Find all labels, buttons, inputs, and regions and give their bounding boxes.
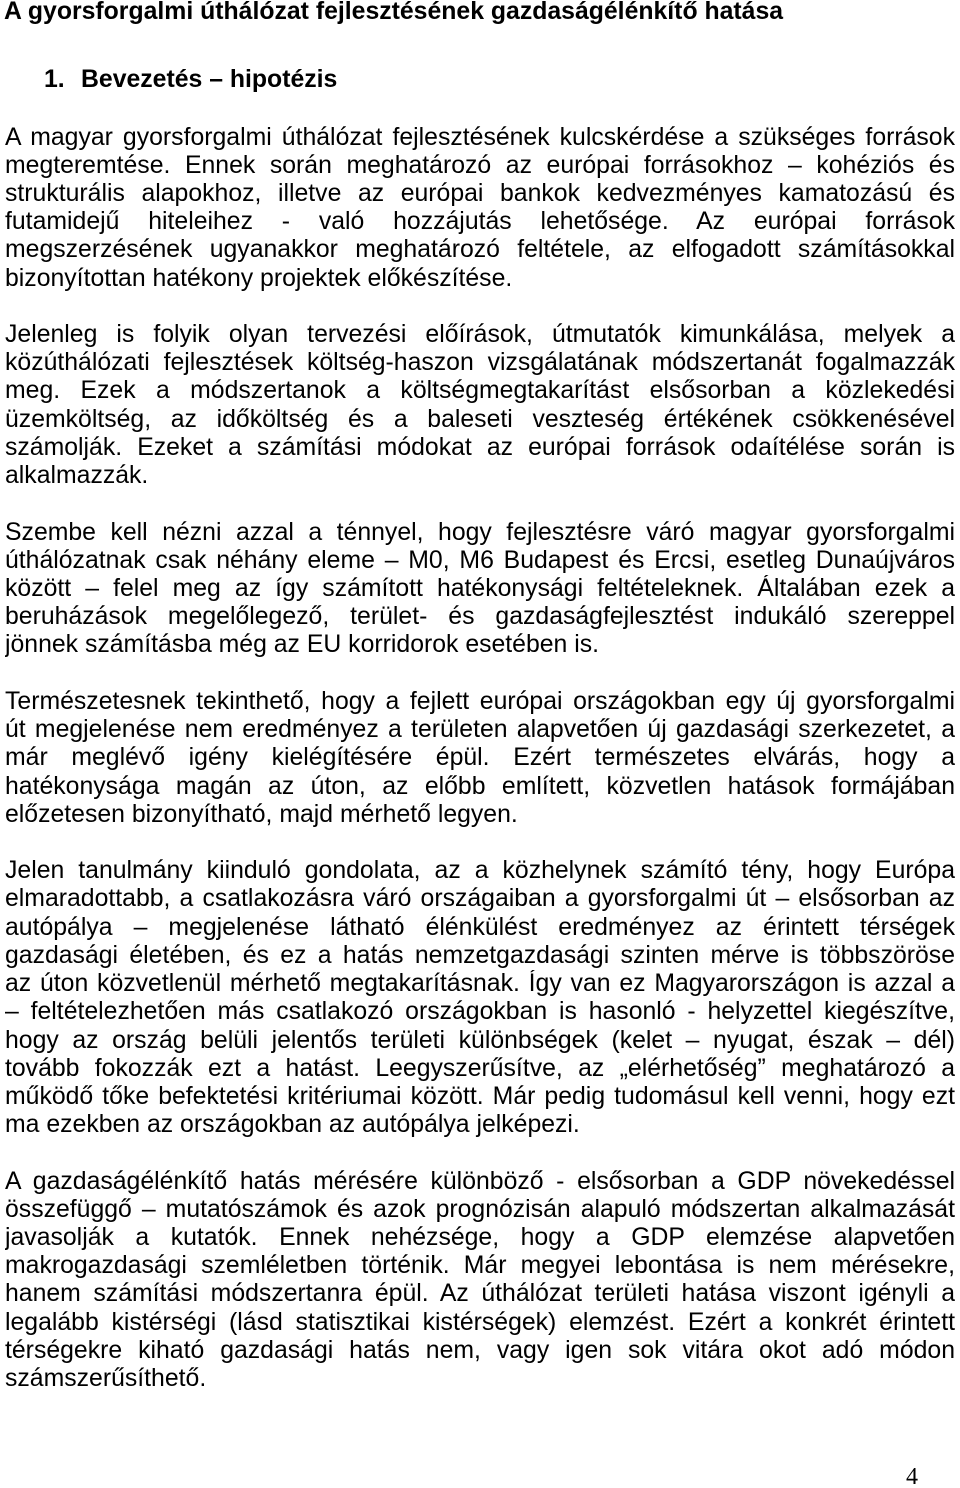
paragraph-line: Természetesnek tekinthető, hogy a fejlett európai országokban egy új gyorsforgalmi	[5, 687, 955, 715]
paragraph-line: között – felel meg az így számított hatékonysági feltételeknek. Általában ezek a	[5, 575, 955, 602]
section-heading	[0, 66, 600, 94]
paragraph-line: tovább fokozzák ezt a hatást. Leegyszerűsítve, az „elérhetőség” meghatározó a	[5, 1054, 955, 1082]
paragraph-line: Jelen tanulmány kiinduló gondolata, az a közhelynek számító tény, hogy Európa	[5, 857, 955, 885]
paragraph-line: számolják. Ezeket a számítási módokat az európai források odaítélése során is	[5, 433, 955, 461]
paragraph-line: Szembe kell nézni azzal a ténnyel, hogy fejlesztésre váró magyar gyorsforgalmi	[5, 518, 955, 546]
paragraph-line: már meglévő igény kielégítésére épül. Ezért természetes elvárás, hogy a	[5, 744, 955, 772]
paragraph	[5, 519, 955, 660]
document-title: A gyorsforgalmi úthálózat fejlesztésének gazdaságélénkítő hatása	[4, 0, 784, 25]
body-text	[5, 124, 955, 1422]
paragraph-line: – feltételezhetően más csatlakozó országokban is hasonló - helyzettel kiegészítve,	[5, 998, 955, 1026]
paragraph-line: közúthálózati fejlesztések költség-haszon vizsgálatának módszertanát fogalmazzák	[5, 349, 955, 377]
paragraph-line: A gazdaságélénkítő hatás mérésére különböző - elsősorban a GDP növekedéssel	[5, 1167, 955, 1195]
paragraph-line: alkalmazzák.	[5, 462, 149, 490]
paragraph-line: beruházások megelőlegező, terület- és gazdaságfejlesztést indukáló szereppel	[5, 603, 955, 631]
paragraph-line: összefüggő – mutatószámok és azok prognózisán alapuló módszertan alkalmazását	[5, 1195, 955, 1223]
paragraph-line: úthálózatnak csak néhány eleme – M0, M6 Budapest és Ercsi, esetleg Dunaújváros	[5, 546, 955, 574]
paragraph-line: hanem számítási módszertanra épül. Az úthálózat területi hatása viszont igényli a	[5, 1280, 955, 1308]
paragraph-line: makrogazdasági szemléletben történik. Már megyei lebontása is nem mérésekre,	[5, 1252, 955, 1280]
paragraph	[5, 688, 955, 829]
section-number: 1.	[44, 66, 65, 93]
paragraph-line: autópálya – megjelenése látható élénkülést eredményez az érintett térségek	[5, 913, 955, 941]
paragraph-line: javasolják a kutatók. Ennek nehézsége, hogy a GDP elemzése alapvetően	[5, 1224, 955, 1252]
paragraph-line: elmaradottabb, a csatlakozásra váró országaiban a gyorsforgalmi út – elsősorban az	[5, 885, 955, 913]
paragraph-line: megteremtése. Ennek során meghatározó az európai forrásokhoz – kohéziós és	[5, 151, 955, 179]
paragraph-line: legalább kistérségi (lásd statisztikai kistérségek) elemzést. Ezért a konkrét érintett	[5, 1308, 955, 1336]
paragraph-line: strukturális alapokhoz, illetve az európai bankok kedvezményes kamatozású és	[5, 179, 955, 207]
paragraph-line: meg. Ezek a módszertanok a költségmegtakarítást elsősorban a közlekedési	[5, 377, 955, 405]
paragraph-line: térségekre kiható gazdasági hatás nem, vagy igen sok vitára okot adó módon	[5, 1336, 955, 1364]
paragraph-line: hatékonysága magán az úton, az előbb említett, közvetlen hatások formájában	[5, 772, 955, 800]
paragraph-line: számszerűsíthető.	[5, 1365, 207, 1393]
paragraph-line: gazdasági életében, és ez a hatás nemzetgazdasági szinten mérve is többszöröse	[5, 941, 955, 969]
paragraph	[5, 321, 955, 490]
paragraph	[5, 1168, 955, 1394]
paragraph-line: megszerzésének ugyanakkor meghatározó feltétele, az elfogadott számításokkal	[5, 236, 955, 264]
page-number: 4	[906, 1464, 918, 1488]
paragraph	[5, 857, 955, 1139]
paragraph-line: futamidejű hiteleihez - való hozzájutás lehetősége. Az európai források	[5, 208, 955, 236]
paragraph-line: Jelenleg is folyik olyan tervezési előírások, útmutatók kimunkálása, melyek a	[5, 321, 955, 349]
paragraph	[5, 124, 955, 293]
paragraph-line: működő tőke befektetési kritériumai között. Már pedig tudomásul kell venni, hogy ezt	[5, 1082, 955, 1110]
paragraph-line: út megjelenése nem eredményez a területen alapvetően új gazdasági szerkezetet, a	[5, 716, 955, 744]
paragraph-line: ma ezekben az országokban az autópálya jelképezi.	[5, 1111, 580, 1139]
paragraph-line: üzemköltség, az időköltség és a baleseti veszteség értékének csökkenésével	[5, 405, 955, 433]
paragraph-line: A magyar gyorsforgalmi úthálózat fejlesztésének kulcskérdése a szükséges források	[5, 123, 955, 151]
paragraph-line: hogy az ország belüli jelentős területi különbségek (kelet – nyugat, észak – dél)	[5, 1026, 955, 1054]
paragraph-line: előzetesen bizonyítható, majd mérhető legyen.	[5, 800, 518, 828]
paragraph-line: az úton közvetlenül mérhető megtakarításnak. Így van ez Magyarországon is azzal a	[5, 970, 955, 998]
paragraph-line: bizonyítottan hatékony projektek előkészítése.	[5, 264, 513, 292]
paragraph-line: jönnek számításba még az EU korridorok esetében is.	[5, 631, 600, 659]
section-title: Bevezetés – hipotézis	[81, 66, 338, 93]
